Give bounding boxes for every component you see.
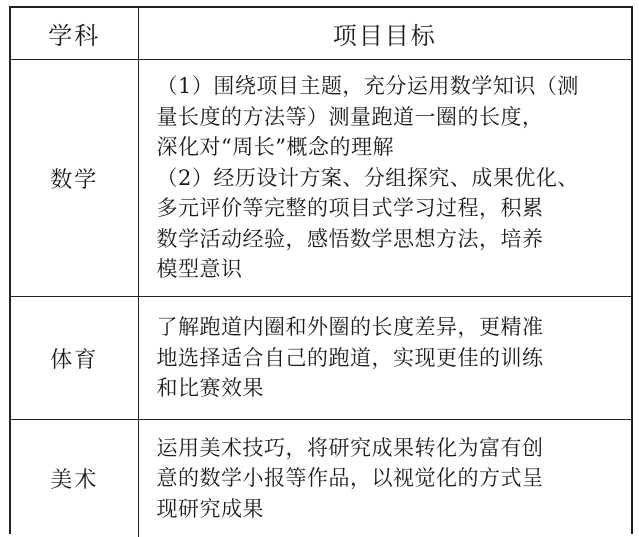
goal-line: 深化对“周长”概念的理解 <box>157 132 618 163</box>
table-row-art <box>11 420 631 537</box>
goal-line: （1）围绕项目主题，充分运用数学知识（测 <box>157 71 618 102</box>
header-subject: 学科 <box>11 8 138 60</box>
goal-line: 数学活动经验，感悟数学思想方法，培养 <box>157 224 618 255</box>
goal-cell-math <box>138 60 631 297</box>
goal-line: 运用美术技巧，将研究成果转化为富有创 <box>157 433 618 464</box>
goal-line: 意的数学小报等作品，以视觉化的方式呈 <box>157 463 618 494</box>
goals-table-frame <box>9 6 633 534</box>
project-goals-table <box>11 8 631 537</box>
goal-line: 了解跑道内圈和外圈的长度差异，更精准 <box>157 312 618 343</box>
table-row-math <box>11 60 631 297</box>
header-goal: 项目目标 <box>138 8 631 60</box>
goal-line: （2）经历设计方案、分组探究、成果优化、 <box>157 163 618 194</box>
goal-cell-art <box>138 420 631 537</box>
goal-line: 现研究成果 <box>157 494 618 525</box>
subject-cell-pe: 体育 <box>11 297 138 420</box>
table-row-pe <box>11 297 631 420</box>
table-header-row <box>11 8 631 60</box>
goal-line: 和比赛效果 <box>157 373 618 404</box>
goal-line: 多元评价等完整的项目式学习过程，积累 <box>157 193 618 224</box>
goal-line: 模型意识 <box>157 254 618 285</box>
goal-line: 地选择适合自己的跑道，实现更佳的训练 <box>157 343 618 374</box>
goal-line: 量长度的方法等）测量跑道一圈的长度， <box>157 102 618 133</box>
subject-cell-math: 数学 <box>11 60 138 297</box>
subject-cell-art: 美术 <box>11 420 138 537</box>
goal-cell-pe <box>138 297 631 420</box>
